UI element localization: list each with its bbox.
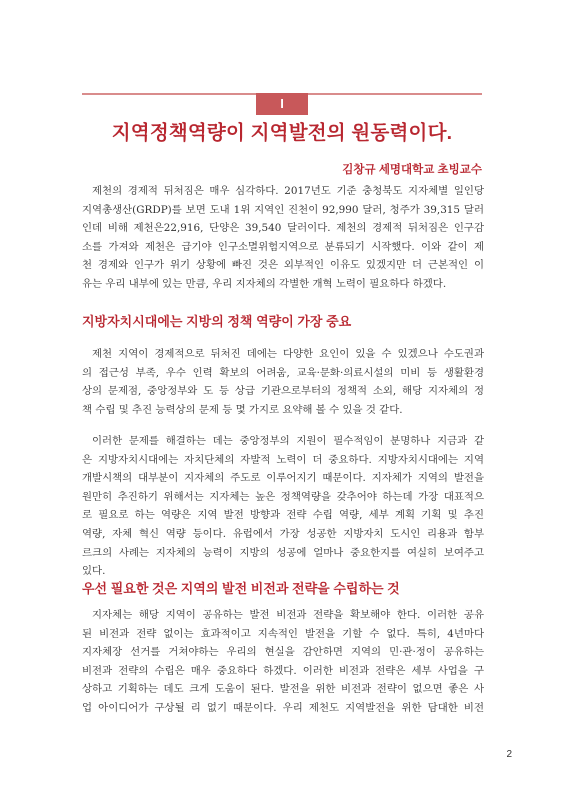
text-line: 상의 문제점, 중앙정부와 도 등 상급 기관으로부터의 정책적 소외, 해당 지자체의 정 [82,385,484,398]
text-line: 천 경제와 인구가 위기 상황에 빠진 것은 외부적인 이유도 있겠지만 더 근본적인 이 [82,259,484,272]
text-line: 르크의 사례는 지자체의 능력이 지방의 성공에 얼마나 중요한지를 여실히 보여주고 [82,546,484,559]
text-line: 지자체는 해당 지역이 공유하는 발전 비전과 전략을 확보해야 한다. 이러한 공유 [92,609,484,621]
text-line: 소를 가져와 제천은 급기야 인구소멸위험지역으로 분류되기 시작했다. 이와 같이 제 [82,240,484,253]
subheading-1: 지방자치시대에는 지방의 정책 역량이 가장 중요 [82,314,352,329]
paragraph-2 [82,345,484,419]
text-line: 개발시책의 대부분이 지자체의 주도로 이루어지기 때문이다. 지자체가 지역의 발전을 [82,472,484,485]
text-line: 로 필요로 하는 역량은 지역 발전 방향과 전략 수립 역량, 세부 계획 기획 및 추진 [82,509,484,522]
text-line: 책 수립 및 추진 능력상의 문제 등 몇 가지로 요약해 볼 수 있을 것 같다. [82,403,403,416]
text-line: 원만히 추진하기 위해서는 지자체는 높은 정책역량을 갖추어야 하는데 가장 대표적으 [82,490,484,503]
text-line: 비전과 전략의 수립은 매우 중요하다 하겠다. 이러한 비전과 전략은 세부 사업을 구 [82,664,484,677]
paragraph-4 [82,606,484,718]
subheading-2: 우선 필요한 것은 지역의 발전 비전과 전략을 수립하는 것 [82,581,400,596]
paragraph-3 [82,432,484,581]
section-number-badge: I [256,93,308,115]
text-line: 지역총생산(GRDP)를 보면 도내 1위 지역인 진천이 92,990 달러, 청주가 39,315 달러 [82,203,484,216]
text-line: 제천 지역이 경제적으로 뒤처진 데에는 다양한 요인이 있을 수 있겠으나 수도권과 [92,348,484,360]
text-line: 있다. [82,565,106,578]
text-line: 역량, 자체 혁신 역량 등이다. 유럽에서 가장 성공한 지방자치 도시인 리용과 함부 [82,527,484,540]
paragraph-1 [82,182,484,294]
text-line: 상하고 기획하는 데도 크게 도움이 된다. 발전을 위한 비전과 전략이 없으면 좋은 사 [82,683,484,696]
text-line: 지자체장 선거를 거쳐야하는 우리의 현실을 감안하면 지역의 민·관·정이 공유하는 [82,646,484,659]
text-line: 유는 우리 내부에 있는 만큼, 우리 지자체의 각별한 개혁 노력이 필요하다 하겠다. [82,277,447,290]
text-line: 은 지방자치시대에는 자치단체의 자발적 노력이 더 중요하다. 지방자치시대에는 지역 [82,453,484,466]
text-line: 이러한 문제를 해결하는 데는 중앙정부의 지원이 필수적임이 분명하나 지금과 같 [92,435,484,447]
page-title: 지역정책역량이 지역발전의 원동력이다. [111,122,453,144]
text-line: 인데 비해 제천은22,916, 단양은 39,540 달러이다. 제천의 경제적 뒤처짐은 인구감 [82,222,484,235]
text-line: 업 아이디어가 구상될 리 없기 때문이다. 우리 제천도 지역발전을 위한 담대한 비전 [82,701,484,714]
page-number: 2 [506,749,512,760]
author-line: 김창규 세명대학교 초빙교수 [342,164,482,176]
text-line: 제천의 경제적 뒤처짐은 매우 심각하다. 2017년도 기준 충청북도 지자체별 일인당 [92,185,484,197]
text-line: 된 비전과 전략 없이는 효과적이고 지속적인 발전을 기할 수 없다. 특히, 4년마다 [82,627,484,640]
text-line: 의 접근성 부족, 우수 인력 확보의 어려움, 교육·문화·의료시설의 미비 등 생활환경 [82,366,484,379]
